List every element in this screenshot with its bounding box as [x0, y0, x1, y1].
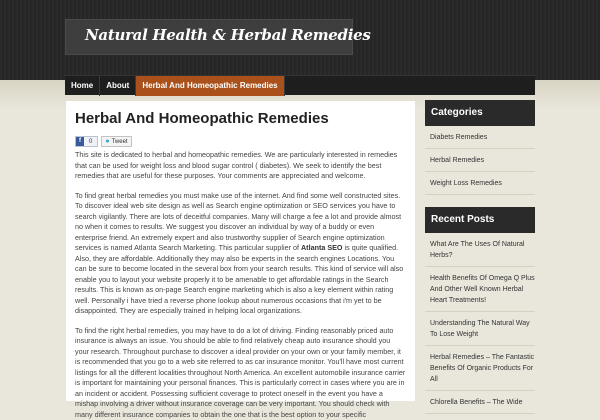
paragraph-seo	[75, 191, 406, 317]
atlanta-seo-link[interactable]: Atlanta SEO	[301, 243, 343, 252]
categories-title: Categories	[425, 100, 535, 126]
facebook-like-button[interactable]	[75, 136, 98, 147]
recent-post-link[interactable]: Chlorella Benefits – The Wide	[425, 391, 535, 414]
twitter-bird-icon: ●	[105, 137, 109, 146]
nav-herbal-homeopathic-remedies[interactable]: Herbal And Homeopathic Remedies	[136, 76, 284, 96]
category-herbal-remedies[interactable]: Herbal Remedies	[425, 149, 535, 172]
category-weight-loss-remedies[interactable]: Weight Loss Remedies	[425, 172, 535, 195]
widget-gap	[425, 195, 535, 207]
recent-posts-title: Recent Posts	[425, 207, 535, 233]
facebook-like-icon: f	[76, 137, 84, 146]
recent-post-link[interactable]: Health Benefits Of Omega Q Plus And Other Well Known Herbal Heart Treatments!	[425, 267, 535, 312]
paragraph-seo-part-1: To find great herbal remedies you must make use of the internet. And find some well constructed sites. To discover ideal web site design as well as Search engine optimization or SEO services you have to search vigilantly. There are lots of deceitful companies. Many will charge a fee a lot and provide almost no when it comes to results. We suggest you discover an individual by way of a buddy or even enterprise friend. An extremely expert and also trustworthy supplier of Search engine optimization services is named Atlanta Search Marketing. This particular supplier of	[75, 191, 401, 253]
paragraph-intro: This site is dedicated to herbal and homeopathic remedies. We are particularly interested in remedies that can be used for weight loss and blood sugar control ( diabetes). We seek to identify the best remedies that are useful for these purposes. Your comments are appreciated and welcome.	[75, 150, 406, 182]
recent-posts-list	[425, 233, 535, 414]
tweet-button[interactable]	[101, 136, 131, 147]
sidebar	[425, 100, 535, 414]
recent-post-link[interactable]: Herbal Remedies – The Fantastic Benefits Of Organic Products For All	[425, 346, 535, 391]
post-content	[66, 101, 415, 401]
post-title: Herbal And Homeopathic Remedies	[75, 110, 406, 127]
paragraph-insurance: To find the right herbal remedies, you may have to do a lot of driving. Finding reasonably priced auto insurance is always an issue. You should be able to find relatively cheap auto insurance should you your research. Throughout purchase to discover a ideal provider on your own or your family member, it is recommended that you go to a web site referred to as car insurance monitor. You'll have most current listings for all the different localities throughout North America. An excellent automobile insurance carrier is important for maintaining your personal finances. This is particularly correct in cases where you are in an incident or accident. Possessing sufficient coverage to protect oneself in the event you have a mishap involving a driver without insurance coverage can be very important. You should check with many different insurance companies to obtain the one that is the best option to your specific	[75, 326, 406, 420]
site-logo[interactable]	[65, 19, 353, 55]
site-title[interactable]: Natural Health & Herbal Remedies	[85, 26, 371, 44]
nav-about[interactable]: About	[100, 76, 136, 96]
recent-post-link[interactable]: Understanding The Natural Way To Lose Weight	[425, 312, 535, 346]
like-count: 0	[84, 139, 97, 145]
share-bar	[75, 136, 406, 147]
tweet-label: Tweet	[112, 139, 128, 145]
categories-list	[425, 126, 535, 195]
nav-home[interactable]: Home	[65, 76, 100, 96]
recent-post-link[interactable]: What Are The Uses Of Natural Herbs?	[425, 233, 535, 267]
paragraph-seo-part-2: is quite qualified. Also, they are affordable. Additionally they may also be experts in the search engines Locations. You can be sure to become located in the several box from your search results. This kind of service will also enable you to layout your website properly it to be amenable to get affordable ratings in the Search results. This is known as on-page Search engine marketing which is also a key element within rating well. Personally i have tried a reverse phone lookup about numerous occasions that i'm yet to be disappointed. They are especially trained in helping local organizations.	[75, 243, 403, 315]
main-nav	[65, 75, 535, 95]
category-diabets-remedies[interactable]: Diabets Remedies	[425, 126, 535, 149]
